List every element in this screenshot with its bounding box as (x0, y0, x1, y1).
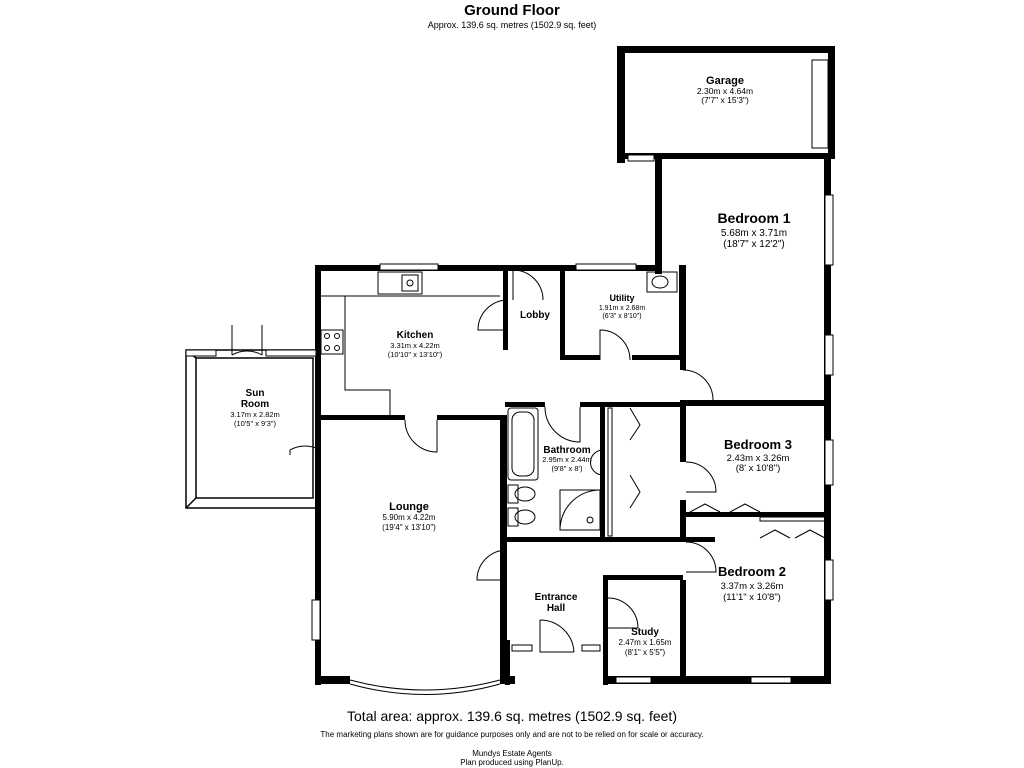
sunroom-name-line1: Sun (245, 388, 265, 399)
bedroom3-metric: 2.43m x 3.26m (726, 453, 790, 464)
study-metric: 2.47m x 1.65m (618, 638, 672, 647)
bedroom3-name: Bedroom 3 (724, 437, 792, 452)
disclaimer: The marketing plans shown are for guidance purposes only and are not to be relied on for scale or accuracy. (320, 730, 704, 739)
kitchen-name: Kitchen (396, 330, 434, 341)
garage-name: Garage (706, 75, 744, 87)
bathroom-name: Bathroom (543, 445, 591, 456)
plan-subtitle: Approx. 139.6 sq. metres (1502.9 sq. feet) (427, 20, 597, 30)
producer-note: Plan produced using PlanUp. (460, 758, 564, 767)
bathroom-imperial: (9'8" x 8') (551, 464, 583, 473)
bedroom2-imperial: (11'1" x 10'8") (723, 592, 781, 603)
utility-metric: 1.91m x 2.68m (598, 305, 646, 312)
bathroom-metric: 2.95m x 2.44m (542, 455, 592, 464)
lounge-metric: 5.90m x 4.22m (382, 513, 436, 522)
kitchen-imperial: (10'10" x 13'10") (387, 350, 443, 359)
kitchen-metric: 3.31m x 4.22m (390, 341, 440, 350)
bedroom1-name: Bedroom 1 (717, 210, 791, 226)
lounge-name: Lounge (389, 501, 429, 513)
garage-imperial: (7'7" x 15'3") (701, 95, 749, 105)
bedroom2-name: Bedroom 2 (718, 564, 786, 579)
bedroom2-metric: 3.37m x 3.26m (720, 581, 784, 592)
total-area: Total area: approx. 139.6 sq. metres (1502.9 sq. feet) (347, 708, 677, 724)
lobby-name: Lobby (520, 310, 550, 321)
bedroom3-imperial: (8' x 10'8") (735, 463, 781, 474)
sunroom-imperial: (10'5" x 9'3") (234, 419, 276, 428)
sunroom-metric: 3.17m x 2.82m (230, 410, 280, 419)
utility-imperial: (6'3" x 8'10") (602, 313, 642, 320)
entrance-hall-name-line2: Hall (546, 603, 566, 614)
agent-name: Mundys Estate Agents (472, 749, 552, 758)
utility-name: Utility (609, 293, 635, 303)
bedroom1-metric: 5.68m x 3.71m (720, 228, 788, 239)
garage-metric: 2.30m x 4.64m (696, 86, 754, 96)
sunroom-walls (186, 350, 317, 508)
plan-title: Ground Floor (464, 2, 560, 19)
bedroom1-imperial: (18'7" x 12'2") (723, 239, 785, 250)
study-imperial: (8'1" x 5'5") (624, 648, 666, 657)
entrance-hall-name-line1: Entrance (534, 592, 578, 603)
lounge-imperial: (19'4" x 13'10") (382, 523, 436, 532)
sunroom-name-line2: Room (240, 399, 270, 410)
study-name: Study (631, 627, 659, 638)
